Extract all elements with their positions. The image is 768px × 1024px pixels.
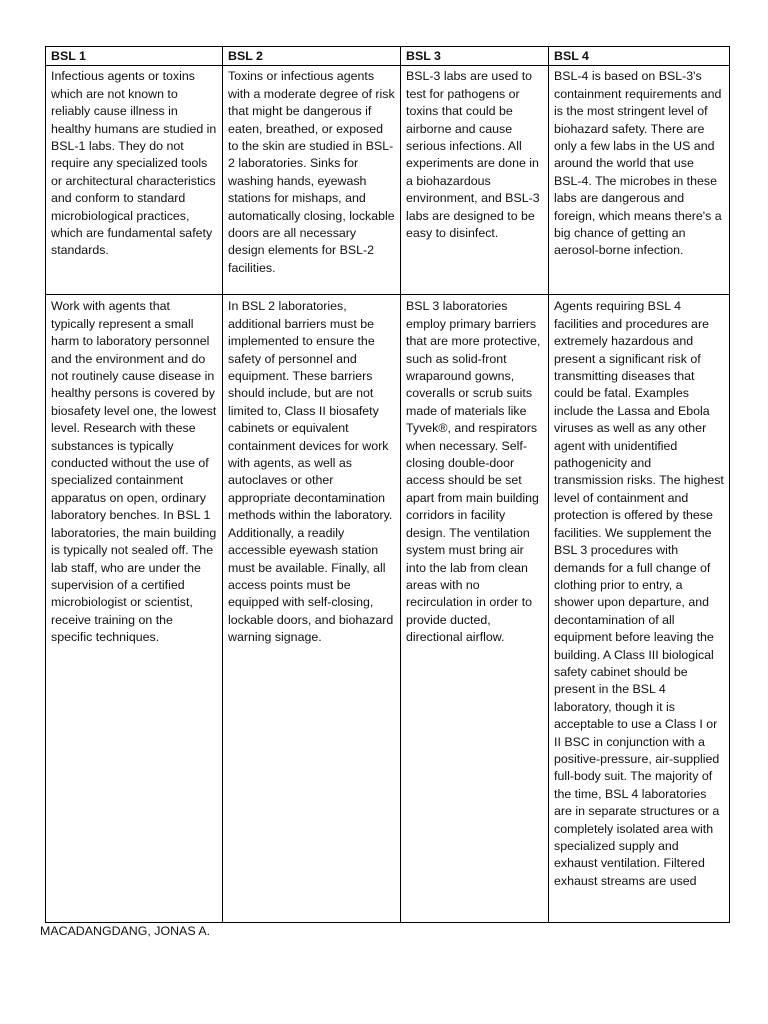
table-cell-bsl-3-details	[401, 295, 549, 923]
table-cell-bsl-1-details	[46, 295, 223, 923]
cell-text: BSL-3 labs are used to test for pathogens or toxins that could be airborne and cause serious infections. All experiments are done in a biohazardous environment, and BSL-3 labs are designed to be easy to disinfect.	[406, 69, 540, 241]
cell-text: BSL 3 laboratories employ primary barriers that are more protective, such as solid-front wraparound gowns, coveralls or scrub suits made of materials like Tyvek®, and respirators when necessary. Self-closing double-door access should be set apart from main building corridors in facility design. The ventilation system must bring air into the lab from clean areas with no recirculation in order to provide ducted, directional airflow.	[406, 299, 541, 645]
header-bsl-3: BSL 3	[401, 47, 549, 66]
cell-text: Agents requiring BSL 4 facilities and procedures are extremely hazardous and present a significant risk of transmitting diseases that could be fatal. Examples include the Lassa and Ebola viruses as well as any other agent with unidentified pathogenicity and transmission risks. The highest level of containment and protection is offered by these facilities. We supplement the BSL 3 procedures with demands for a full change of clothing prior to entry, a shower upon departure, and decontamination of all equipment before leaving the building. A Class III biological safety cabinet should be present in the BSL 4 laboratory, though it is acceptable to use a Class I or II BSC in conjunction with a positive-pressure, air-supplied full-body suit. The majority of the time, BSL 4 laboratories are in separate structures or a completely isolated area with specialized supply and exhaust ventilation. Filtered exhaust streams are used	[554, 299, 724, 888]
cell-text: Infectious agents or toxins which are not known to reliably cause illness in healthy humans are studied in BSL-1 labs. They do not require any specialized tools or architectural characteristics and conform to standard microbiological practices, which are fundamental safety standards.	[51, 69, 217, 258]
header-bsl-2: BSL 2	[223, 47, 401, 66]
cell-text: Toxins or infectious agents with a moderate degree of risk that might be dangerous if eaten, breathed, or exposed to the skin are studied in BSL-2 laboratories. Sinks for washing hands, eyewash stations for mishaps, and automatically closing, lockable doors are all necessary design elements for BSL-2 facilities.	[228, 69, 395, 275]
cell-text: BSL-4 is based on BSL-3's containment requirements and is the most stringent level of biohazard safety. There are only a few labs in the US and around the world that use BSL-4. The microbes in these labs are dangerous and foreign, which means there's a big chance of getting an aerosol-borne infection.	[554, 69, 722, 258]
table-header-row	[46, 47, 730, 66]
header-bsl-4: BSL 4	[549, 47, 730, 66]
table-cell-bsl-2-details	[223, 295, 401, 923]
header-bsl-1: BSL 1	[46, 47, 223, 66]
table-cell-bsl-1-description	[46, 66, 223, 295]
table-row	[46, 66, 730, 295]
table-cell-bsl-3-description	[401, 66, 549, 295]
table-cell-bsl-4-details	[549, 295, 730, 923]
table-cell-bsl-4-description	[549, 66, 730, 295]
table-cell-bsl-2-description	[223, 66, 401, 295]
table-row	[46, 295, 730, 923]
author-name: MACADANGDANG, JONAS A.	[40, 924, 211, 938]
bsl-comparison-table	[45, 46, 730, 923]
cell-text: Work with agents that typically represent a small harm to laboratory personnel and the environment and do not routinely cause disease in healthy persons is covered by biosafety level one, the lowest level. Research with these substances is typically conducted without the use of specialized containment apparatus on open, ordinary laboratory benches. In BSL 1 laboratories, the main building is typically not sealed off. The lab staff, who are under the supervision of a certified microbiologist or scientist, receive training on the specific techniques.	[51, 299, 217, 645]
cell-text: In BSL 2 laboratories, additional barriers must be implemented to ensure the safety of personnel and equipment. These barriers should include, but are not limited to, Class II biosafety cabinets or equivalent containment devices for work with agents, as well as autoclaves or other appropriate decontamination methods within the laboratory. Additionally, a readily accessible eyewash station must be available. Finally, all access points must be equipped with self-closing, lockable doors, and biohazard warning signage.	[228, 299, 394, 645]
